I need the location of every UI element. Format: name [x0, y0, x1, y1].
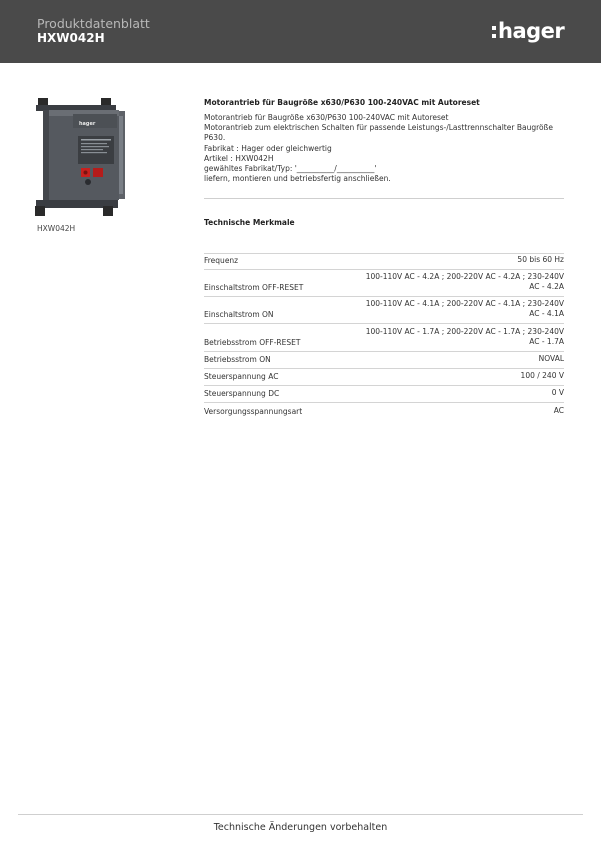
description-line: P630. [204, 133, 226, 143]
spec-label: Steuerspannung DC [204, 389, 280, 398]
spec-value: NOVAL [538, 353, 564, 363]
footer-divider [18, 814, 583, 815]
description-line: Artikel : HXW042H [204, 153, 274, 163]
description-line: gewähltes Fabrikat/Typ: '__________/__________' [204, 164, 377, 174]
specs-section-title: Technische Merkmale [204, 218, 295, 227]
specs-table [204, 253, 564, 420]
hager-logo [492, 18, 564, 44]
table-row [204, 297, 564, 324]
table-row [204, 352, 564, 369]
product-image [33, 96, 129, 221]
table-row [204, 324, 564, 352]
spec-value: 50 bis 60 Hz [517, 254, 564, 264]
spec-value: AC [553, 405, 564, 415]
page-header [0, 0, 601, 63]
spec-value: 100-110V AC - 4.1A ; 200-220V AC - 4.1A ; 230-240V AC - 4.1A [365, 298, 564, 318]
description-line: Motorantrieb für Baugröße x630/P630 100-240VAC mit Autoreset [204, 113, 449, 122]
table-row [204, 403, 564, 420]
description-line: liefern, montieren und betriebsfertig anschließen. [204, 174, 391, 184]
table-row [204, 270, 564, 297]
product-code: HXW042H [37, 31, 105, 45]
logo-wordmark: hager [498, 19, 565, 43]
spec-value: 100 / 240 V [520, 370, 564, 380]
spec-label: Frequenz [204, 256, 239, 265]
description-line: Fabrikat : Hager oder gleichwertig [204, 143, 332, 153]
spec-label: Betriebsstrom ON [204, 355, 271, 364]
footer-note: Technische Änderungen vorbehalten [213, 822, 388, 833]
table-row [204, 369, 564, 386]
spec-label: Steuerspannung AC [204, 372, 279, 381]
spec-label: Versorgungsspannungsart [204, 407, 303, 416]
spec-label: Betriebsstrom OFF-RESET [204, 338, 301, 347]
spec-value: 100-110V AC - 4.2A ; 200-220V AC - 4.2A ; 230-240V AC - 4.2A [365, 271, 564, 291]
spec-value: 0 V [551, 387, 564, 397]
image-caption: HXW042H [37, 224, 76, 233]
description-line: Motorantrieb zum elektrischen Schalten für passende Leistungs-/Lasttrennschalter Baugröße [204, 123, 553, 133]
section-divider [204, 198, 564, 199]
table-row [204, 386, 564, 403]
product-description-block [204, 98, 564, 184]
spec-label: Einschaltstrom ON [204, 310, 274, 319]
logo-dots-icon [492, 26, 496, 38]
spec-label: Einschaltstrom OFF-RESET [204, 283, 304, 292]
product-title: Motorantrieb für Baugröße x630/P630 100-240VAC mit Autoreset [204, 98, 480, 107]
product-description [204, 113, 564, 184]
table-row [204, 253, 564, 270]
device-brand-label: hager [79, 121, 96, 127]
spec-value: 100-110V AC - 1.7A ; 200-220V AC - 1.7A ; 230-240V AC - 1.7A [365, 326, 564, 346]
document-type: Produktdatenblatt [37, 16, 150, 31]
